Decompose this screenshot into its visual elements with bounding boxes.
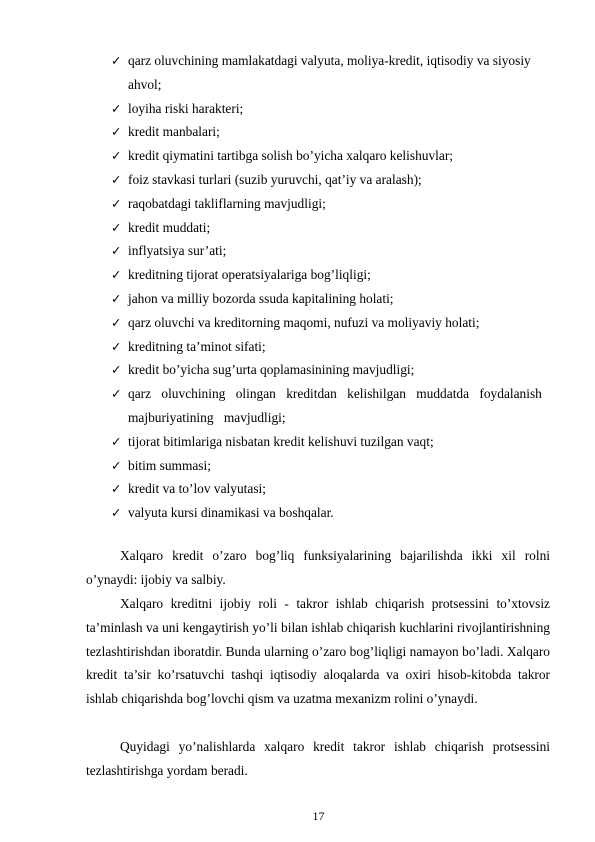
list-item-text: kredit bo’yicha sug’urta qoplamasinining mavjudligi; bbox=[128, 362, 415, 378]
checkmark-icon: ✓ bbox=[111, 314, 122, 330]
list-item bbox=[111, 335, 551, 359]
checklist bbox=[111, 49, 551, 525]
checkmark-icon: ✓ bbox=[111, 338, 122, 354]
list-item-text: loyiha riski harakteri; bbox=[128, 100, 244, 116]
checkmark-icon: ✓ bbox=[111, 386, 122, 402]
list-item bbox=[111, 192, 551, 216]
checkmark-icon: ✓ bbox=[111, 481, 122, 497]
list-item bbox=[111, 120, 551, 144]
checkmark-icon: ✓ bbox=[111, 362, 122, 378]
list-item bbox=[111, 477, 551, 501]
checkmark-icon: ✓ bbox=[111, 100, 122, 116]
checkmark-icon: ✓ bbox=[111, 124, 122, 140]
list-item bbox=[111, 239, 551, 263]
list-item-text: valyuta kursi dinamikasi va boshqalar. bbox=[128, 505, 334, 521]
checkmark-icon: ✓ bbox=[111, 267, 122, 283]
checkmark-icon: ✓ bbox=[111, 148, 122, 164]
list-item bbox=[111, 216, 551, 240]
checkmark-icon: ✓ bbox=[111, 433, 122, 449]
paragraph-text: Xalqaro kreditni ijobiy roli - takror ishlab chiqarish protsessini to’xtovsiz ta’minlash va uni kengaytirish yo’li bilan ishlab chiqarish kuchlarini rivojlantirishning tezlashtirishdan iboratdir. Bunda ularning o’zaro bog’liqligi namayon bo’ladi. Xalqaro kredit ta’sir ko’rsatuvchi tashqi iqtisodiy aloqalarda va oxiri hisob-kitobda takror ishlab chiqarishda bog’lovchi qism va uzatma mexanizm rolini o’ynaydi. bbox=[86, 596, 550, 707]
list-item-text: foiz stavkasi turlari (suzib yuruvchi, qat’iy va aralash); bbox=[128, 171, 422, 187]
list-item bbox=[111, 454, 551, 478]
list-item bbox=[111, 358, 551, 382]
body-paragraph bbox=[86, 544, 550, 592]
list-item-text: kredit qiymatini tartibga solish bo’yicha xalqaro kelishuvlar; bbox=[128, 148, 454, 164]
list-item bbox=[111, 382, 551, 430]
list-item bbox=[111, 168, 551, 192]
checkmark-icon: ✓ bbox=[111, 195, 122, 211]
list-item-text: kreditning ta’minot sifati; bbox=[128, 338, 266, 354]
checkmark-icon: ✓ bbox=[111, 505, 122, 521]
body-paragraph bbox=[86, 592, 550, 711]
checkmark-icon: ✓ bbox=[111, 243, 122, 259]
page-number: 17 bbox=[312, 809, 325, 823]
list-item bbox=[111, 263, 551, 287]
list-item-text: qarz oluvchining olingan kreditdan kelishilgan muddatda foydalanish majburiyatining mavjudligi; bbox=[128, 386, 542, 425]
list-item-text: kreditning tijorat operatsiyalariga bog’liqligi; bbox=[128, 267, 371, 283]
list-item-text: qarz oluvchining mamlakatdagi valyuta, moliya-kredit, iqtisodiy va siyosiy ahvol; bbox=[128, 53, 531, 92]
list-item-text: bitim summasi; bbox=[128, 457, 211, 473]
list-item-text: raqobatdagi takliflarning mavjudligi; bbox=[128, 195, 326, 211]
checkmark-icon: ✓ bbox=[111, 53, 122, 68]
list-item bbox=[111, 97, 551, 121]
list-item bbox=[111, 49, 551, 97]
list-item bbox=[111, 287, 551, 311]
body-paragraph bbox=[86, 735, 550, 783]
list-item bbox=[111, 430, 551, 454]
paragraph-text: Quyidagi yo’nalishlarda xalqaro kredit takror ishlab chiqarish protsessini tezlashtirishga yordam beradi. bbox=[86, 739, 550, 778]
list-item-text: kredit manbalari; bbox=[128, 124, 220, 140]
list-item bbox=[111, 311, 551, 335]
list-item-text: qarz oluvchi va kreditorning maqomi, nufuzi va moliyaviy holati; bbox=[128, 314, 480, 330]
list-item-text: jahon va milliy bozorda ssuda kapitalining holati; bbox=[128, 290, 394, 306]
list-item-text: kredit muddati; bbox=[128, 219, 211, 235]
list-item-text: tijorat bitimlariga nisbatan kredit kelishuvi tuzilgan vaqt; bbox=[128, 433, 434, 449]
checkmark-icon: ✓ bbox=[111, 457, 122, 473]
list-item bbox=[111, 501, 551, 525]
checkmark-icon: ✓ bbox=[111, 171, 122, 187]
list-item-text: kredit va to’lov valyutasi; bbox=[128, 481, 266, 497]
checkmark-icon: ✓ bbox=[111, 290, 122, 306]
paragraph-text: Xalqaro kredit o’zaro bog’liq funksiyalarining bajarilishda ikki xil rolni o’ynaydi: ijobiy va salbiy. bbox=[86, 548, 550, 587]
list-item-text: inflyatsiya sur’ati; bbox=[128, 243, 227, 259]
checkmark-icon: ✓ bbox=[111, 219, 122, 235]
list-item bbox=[111, 144, 551, 168]
